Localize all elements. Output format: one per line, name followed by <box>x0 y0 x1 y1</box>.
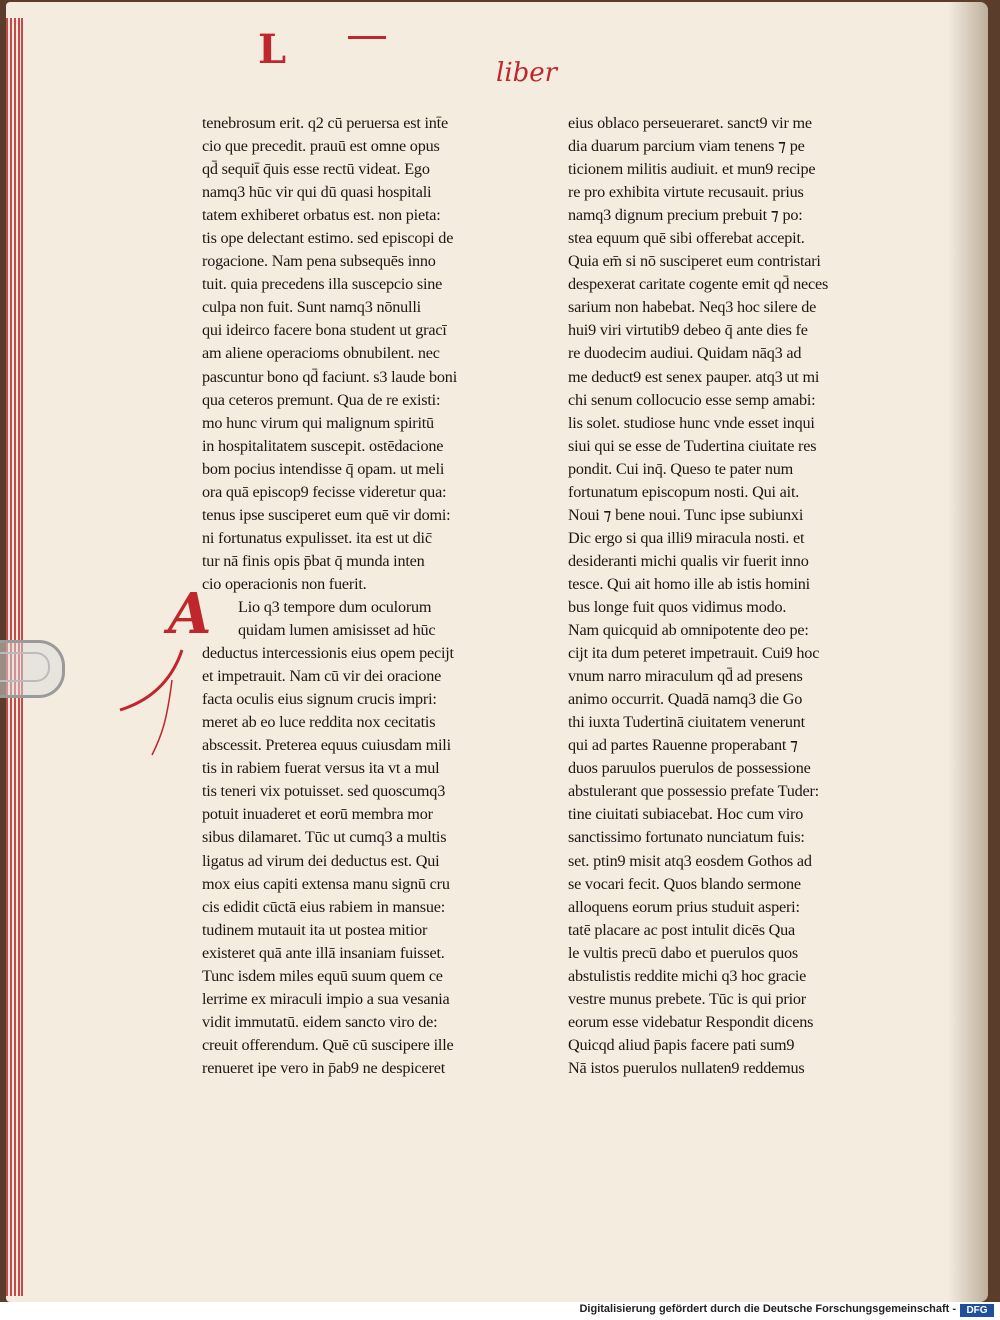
text-line: facta oculis eius signum crucis impri: <box>202 690 437 709</box>
text-line: tuit. quia precedens illa suscepcio sine <box>202 275 443 294</box>
text-line: stea equum quē sibi offerebat accepit. <box>568 229 805 248</box>
running-head: liber <box>496 58 558 88</box>
rubric-bar <box>348 36 386 39</box>
text-line: tis ope delectant estimo. sed episcopi de <box>202 229 454 248</box>
text-line: le vultis precū dabo et puerulos quos <box>568 943 798 962</box>
text-line: desideranti michi qualis vir fuerit inno <box>568 551 809 570</box>
text-line: culpa non fuit. Sunt namq3 nōnulli <box>202 298 421 317</box>
text-line: meret ab eo luce reddita nox cecitatis <box>202 713 436 732</box>
text-line: renueret ipe vero in p̄ab9 ne despiceret <box>202 1058 445 1077</box>
text-line: Dic ergo si qua illi9 miracula nosti. et <box>568 528 805 547</box>
text-line: tine ciuitati subiacebat. Hoc cum viro <box>568 805 804 824</box>
text-line: Lio q3 tempore dum oculorum <box>238 597 432 616</box>
initial-flourish <box>112 640 202 760</box>
text-line: mo hunc virum qui malignum spiritū <box>202 413 434 432</box>
text-line: tis teneri vix potuisset. sed quoscumq3 <box>202 782 446 801</box>
text-line: qua ceteros premunt. Qua de re existi: <box>202 390 441 409</box>
text-line: Nā istos puerulos nullaten9 reddemus <box>568 1058 805 1077</box>
text-line: hui9 viri virtutib9 debeo q̄ ante dies fe <box>568 321 808 340</box>
text-line: lerrime ex miraculi impio a sua vesania <box>202 989 450 1008</box>
text-line: ni fortunatus expulisset. ita est ut dic̄ <box>202 528 432 547</box>
text-line: namq3 hūc vir qui dū quasi hospitali <box>202 183 432 202</box>
text-line: siui qui se esse de Tudertina ciuitate res <box>568 436 817 455</box>
text-line: re pro exhibita virtute recusauit. prius <box>568 183 804 202</box>
text-line: vidit immutatū. eidem sancto viro de: <box>202 1012 438 1031</box>
text-line: me deduct9 est senex pauper. atq3 ut mi <box>568 367 820 386</box>
text-line: qd̄ sequit̄ q̄uis esse rectū videat. Ego <box>202 160 430 179</box>
text-line: set. ptin9 misit atq3 eosdem Gothos ad <box>568 851 812 870</box>
text-line: despexerat caritate cogente emit qd̄ neces <box>568 275 829 294</box>
text-line: abstulistis reddite michi q3 hoc gracie <box>568 966 807 985</box>
text-line: sarium non habebat. Neq3 hoc silere de <box>568 298 817 317</box>
text-line: et impetrauit. Nam cū vir dei oracione <box>202 667 442 686</box>
text-line: fortunatum episcopum nosti. Qui ait. <box>568 482 800 501</box>
text-line: tenebrosum erit. q2 cū peruersa est int̄e <box>202 114 448 132</box>
text-line: dia duarum parcium viam tenens ⁊ pe <box>568 137 805 156</box>
text-line: existeret quā ante illā insaniam fuisset. <box>202 943 445 962</box>
text-line: mox eius capiti extensa manu signū cru <box>202 874 450 893</box>
text-line: tatē placare ac post intulit dicēs Qua <box>568 920 796 939</box>
footer-credit: Digitalisierung gefördert durch die Deutsche Forschungsgemeinschaft - <box>579 1303 956 1315</box>
text-line: se vocari fecit. Quos blando sermone <box>568 874 801 893</box>
text-line: namq3 dignum precium prebuit ⁊ po: <box>568 206 803 225</box>
text-line: abstulerant que possessio prefate Tuder: <box>568 782 819 801</box>
text-line: tenus ipse susciperet eum quē vir domi: <box>202 505 451 524</box>
text-line: thi iuxta Tudertinā ciuitatem venerunt <box>568 713 805 732</box>
text-line: eorum esse videbatur Respondit dicens <box>568 1012 814 1031</box>
text-line: am aliene operacioms obnubilent. nec <box>202 344 440 363</box>
book-clip-inner <box>0 652 50 682</box>
text-line: creuit offerendum. Quē cū suscipere ille <box>202 1035 454 1054</box>
text-line: cis edidit cūctā eius rabiem in mansue: <box>202 897 446 916</box>
text-line: Quia em̄ si nō susciperet eum contristari <box>568 252 821 271</box>
text-line: tur nā finis opis p̄bat q̄ munda inten <box>202 551 425 570</box>
text-line: potuit inuaderet et eorū membra mor <box>202 805 433 824</box>
text-line: bus longe fuit quos vidimus modo. <box>568 597 787 616</box>
text-line: quidam lumen amisisset ad hūc <box>238 621 436 640</box>
text-line: lis solet. studiose hunc vnde esset inqui <box>568 413 815 432</box>
text-column-right <box>568 112 868 1080</box>
text-line: ticionem militis audiuit. et mun9 recipe <box>568 160 816 179</box>
text-line: ora quā episcop9 fecisse videretur qua: <box>202 482 447 501</box>
text-column-left <box>202 112 502 1080</box>
text-line: cio que precedit. prauū est omne opus <box>202 137 440 156</box>
text-line: sibus dilamaret. Tūc ut cumq3 a multis <box>202 828 447 847</box>
text-line: Nam quicquid ab omnipotente deo pe: <box>568 621 809 640</box>
text-line: in hospitalitatem suscepit. ostēdacione <box>202 436 444 455</box>
text-line: re duodecim audiui. Quidam nāq3 ad <box>568 344 802 363</box>
initial-letter: A <box>168 581 212 647</box>
text-line: cijt ita dum peteret impetrauit. Cui9 hoc <box>568 644 820 663</box>
text-line: eius oblaco perseueraret. sanct9 vir me <box>568 114 812 132</box>
text-line: pondit. Cui inq̄. Queso te pater num <box>568 459 793 478</box>
text-line: bom pocius intendisse q̄ opam. ut meli <box>202 459 445 478</box>
text-line: deductus intercessionis eius opem pecijt <box>202 644 454 663</box>
text-line: sanctissimo fortunato nunciatum fuis: <box>568 828 805 847</box>
text-line: qui ad partes Rauenne properabant ⁊ <box>568 736 798 755</box>
text-line: Noui ⁊ bene noui. Tunc ipse subiunxi <box>568 505 804 524</box>
page-gutter-shadow <box>948 2 988 1302</box>
text-line: cio operacionis non fuerit. <box>202 574 367 593</box>
text-line: tesce. Qui ait homo ille ab istis homini <box>568 574 810 593</box>
text-line: vestre munus prebete. Tūc is qui prior <box>568 989 807 1008</box>
text-line: chi senum collocucio esse semp amabi: <box>568 390 816 409</box>
text-line: Tunc isdem miles equū suum quem ce <box>202 966 443 985</box>
text-line: vnum narro miraculum qd̄ ad presens <box>568 667 803 686</box>
text-line: Quicqd aliud p̄apis facere pati sum9 <box>568 1035 795 1054</box>
text-line: qui ideirco facere bona student ut gracī <box>202 321 447 340</box>
text-line: tudinem mutauit ita ut postea mitior <box>202 920 428 939</box>
rubric-letter: L <box>258 26 287 73</box>
text-line: tis in rabiem fuerat versus ita vt a mul <box>202 759 440 778</box>
text-line: abscessit. Preterea equus cuiusdam mili <box>202 736 451 755</box>
text-line: rogacione. Nam pena subsequēs inno <box>202 252 436 271</box>
text-line: alloquens eorum prius studuit asperi: <box>568 897 800 916</box>
text-line: ligatus ad virum dei deductus est. Qui <box>202 851 440 870</box>
text-line: tatem exhiberet orbatus est. non pieta: <box>202 206 441 225</box>
text-line: animo occurrit. Quadā namq3 die Go <box>568 690 803 709</box>
text-line: duos paruulos puerulos de possessione <box>568 759 811 778</box>
text-line: pascuntur bono qd̄ faciunt. s3 laude boni <box>202 367 457 386</box>
dfg-logo: DFG <box>960 1304 994 1317</box>
